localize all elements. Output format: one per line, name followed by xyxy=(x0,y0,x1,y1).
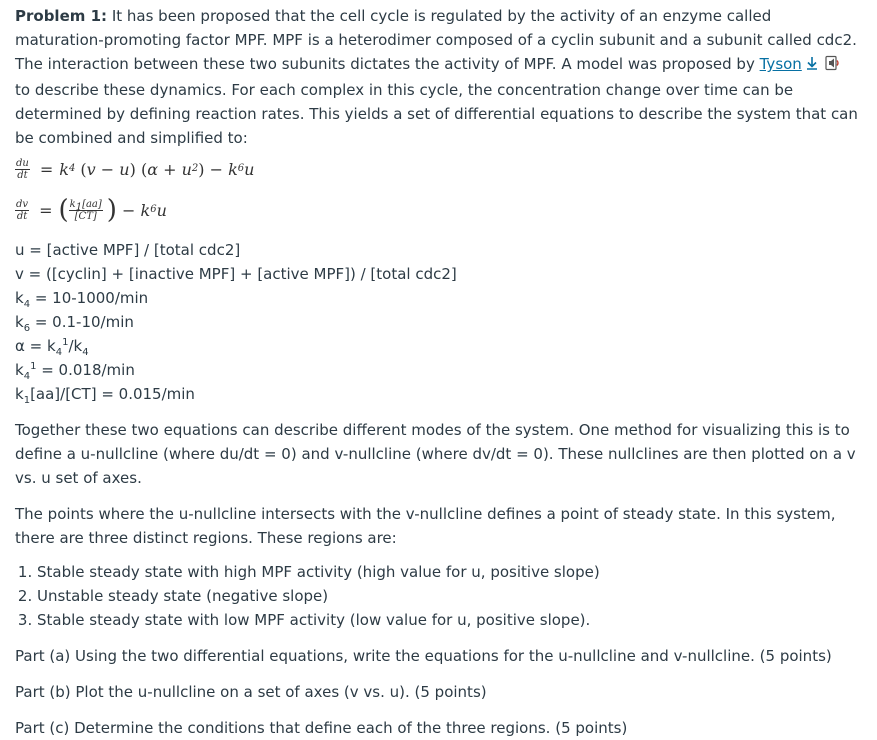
part-c: Part (c) Determine the conditions that define each of the three regions. (5 points) xyxy=(15,719,628,737)
region-item: 1. Stable steady state with high MPF activity (high value for u, positive slope) xyxy=(37,560,862,584)
regions-list xyxy=(15,560,862,632)
u-definition: u = [active MPF] / [total cdc2] xyxy=(15,241,241,259)
region-item: 2. Unstable steady state (negative slope) xyxy=(37,584,862,608)
region-item: 3. Stable steady state with low MPF activity (low value for u, positive slope). xyxy=(37,608,862,632)
alpha-param: $\alpha = k_4^1/k_4$ xyxy=(15,337,89,358)
k6-param: $k_6 = 0.1-10/\min$ xyxy=(15,313,134,334)
steady-state-paragraph: The points where the u-nullcline intersects with the v-nullcline defines a point of steady state. In this system, there are three distinct regions. These regions are: xyxy=(15,505,836,547)
tyson-link[interactable]: Tyson xyxy=(759,55,802,73)
equation-du-dt: $\frac{du}{dt}$ = k 4 ( v − u ) ( α + u 2 ) − k 6 u xyxy=(16,157,255,181)
equation-dv-dt: $\frac{dv}{dt}$ = ( $\frac{k_1[aa]}{[CT]}$ ) − k 6 u xyxy=(16,195,167,225)
problem-text-2: to describe these dynamics. For each complex in this cycle, the concentration change over time can be determined by defining reaction rates. This yields a set of differential equations to describe the system that can be combined and simplified to: xyxy=(15,81,858,147)
part-b: Part (b) Plot the u-nullcline on a set of axes (v vs. u). (5 points) xyxy=(15,683,487,701)
variable-definitions xyxy=(15,238,862,406)
k4-prime-param: $k_4^1 = 0.018/\min$ xyxy=(15,361,135,382)
nullcline-paragraph: Together these two equations can describe different modes of the system. One method for visualizing this is to define a u-nullcline (where du/dt = 0) and v-nullcline (where dv/dt = 0). These nullclines are then plotted on a v vs. u set of axes. xyxy=(15,421,856,487)
k1-param: $k_1[aa]/[CT] = 0.015/\min$ xyxy=(15,385,195,406)
problem-label: Problem 1: xyxy=(15,7,108,25)
speaker-icon[interactable] xyxy=(824,54,842,78)
problem-text-1: It has been proposed that the cell cycle is regulated by the activity of an enzyme called maturation-promoting factor MPF. MPF is a heterodimer composed of a cyclin subunit and a subunit called cdc2. The interaction between these two subunits dictates the activity of MPF. A model was proposed by xyxy=(15,7,857,73)
k4-param: $k_4 = 10-1000/\min$ xyxy=(15,289,149,310)
problem-intro xyxy=(15,4,862,150)
download-icon[interactable] xyxy=(804,54,820,78)
v-definition: v = ([cyclin] + [inactive MPF] + [active MPF]) / [total cdc2] xyxy=(15,265,457,283)
part-a: Part (a) Using the two differential equations, write the equations for the u-nullcline and v-nullcline. (5 points) xyxy=(15,647,832,665)
